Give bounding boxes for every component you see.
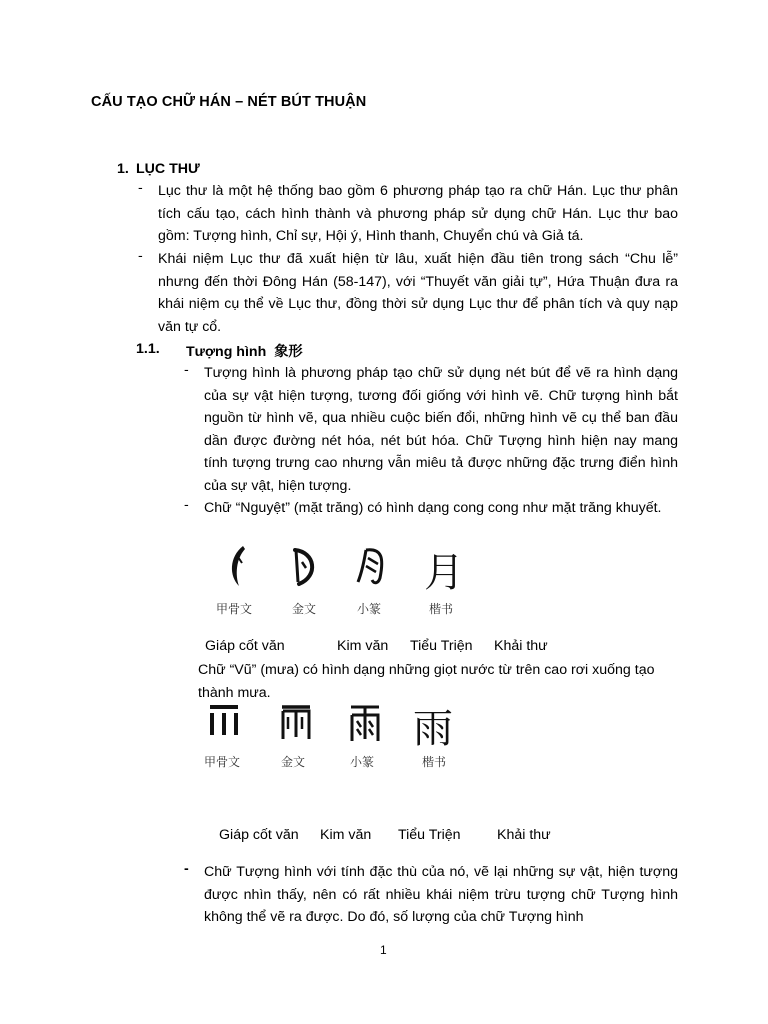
moon-seal-glyph xyxy=(356,544,390,588)
moon-bronze-glyph xyxy=(289,546,323,588)
figure-label: 甲骨文 xyxy=(204,755,241,769)
bullet-dash: - xyxy=(138,180,143,196)
figure-label: 小篆 xyxy=(350,755,375,769)
page-number: 1 xyxy=(380,943,387,957)
section-1-1-number: 1.1. xyxy=(136,341,160,357)
bullet-dash: - xyxy=(184,497,189,513)
bullet-dash: - xyxy=(184,362,189,378)
document-title: CẤU TẠO CHỮ HÁN – NÉT BÚT THUẬN xyxy=(91,94,367,110)
section-1-1-heading-text: Tượng hình xyxy=(186,344,267,360)
moon-caption: Kim văn xyxy=(337,638,389,654)
rain-caption: Kim văn xyxy=(320,827,372,843)
section-1-bullet-1: Lục thư là một hệ thống bao gồm 6 phương pháp tạo ra chữ Hán. Lục thư phân tích cấu tạo, cách hình thành và phương pháp sử dụng chữ Hán. Lục thư bao gồm: Tượng hình, Chỉ sự, Hội ý, Hình thanh, Chuyển chú và Giả tá. xyxy=(158,183,678,245)
rain-caption: Tiểu Triện xyxy=(398,827,461,843)
figure-label: 楷书 xyxy=(429,602,454,616)
moon-caption: Khải thư xyxy=(494,638,548,654)
figure-label: 甲骨文 xyxy=(216,602,253,616)
rain-regular-glyph: 雨 xyxy=(413,706,453,752)
section-1-heading: LỤC THƯ xyxy=(136,161,200,177)
moon-oracle-glyph xyxy=(225,543,255,589)
figure-label: 金文 xyxy=(281,755,306,769)
section-1-1-heading-cn: 象形 xyxy=(274,344,303,360)
section-1-1-heading xyxy=(186,341,303,361)
figure-label: 金文 xyxy=(292,602,317,616)
bullet-dash: - xyxy=(184,861,189,877)
section-1-1-bullet-3: Chữ Tượng hình với tính đặc thù của nó, vẽ lại những sự vật, hiện tượng được nhìn thấy, nên có rất nhiều khái niệm trừu tượng chữ Tượng hình không thể vẽ ra được. Do đó, số lượng của chữ Tượng hình xyxy=(204,864,678,926)
rain-bronze-glyph xyxy=(278,703,314,741)
section-1-1-bullet-2: Chữ “Nguyệt” (mặt trăng) có hình dạng cong cong như mặt trăng khuyết. xyxy=(204,500,662,516)
figure-label: 小篆 xyxy=(357,602,382,616)
figure-label: 楷书 xyxy=(422,755,447,769)
moon-caption: Giáp cốt văn xyxy=(205,638,285,654)
rain-caption: Khải thư xyxy=(497,827,551,843)
rain-intro: Chữ “Vũ” (mưa) có hình dạng những giọt nước từ trên cao rơi xuống tạo thành mưa. xyxy=(198,662,655,701)
moon-regular-glyph: 月 xyxy=(424,550,464,596)
section-1-bullet-2: Khái niệm Lục thư đã xuất hiện từ lâu, xuất hiện đầu tiên trong sách “Chu lễ” nhưng đến thời Đông Hán (58-147), với “Thuyết văn giải tự”, Hứa Thuận đưa ra khái niệm cụ thể về Lục thư, đồng thời sử dụng Lục thư để phân tích và quy nạp văn tự cổ. xyxy=(158,251,678,335)
section-1-1-bullet-1: Tượng hình là phương pháp tạo chữ sử dụng nét bút để vẽ ra hình dạng của sự vật hiện tượng, tương đối giống với hình vẽ. Chữ tượng hình bắt nguồn từ hình vẽ, qua nhiều cuộc biến đổi, những hình vẽ cụ thể ban đầu dần được đường nét hóa, nét bút hóa. Chữ Tượng hình hiện nay mang tính tượng trưng cao nhưng vẫn miêu tả được những đặc trưng điển hình của sự vật, hiện tượng. xyxy=(204,365,678,494)
moon-caption: Tiểu Triện xyxy=(410,638,473,654)
rain-seal-glyph xyxy=(347,703,383,743)
rain-oracle-glyph xyxy=(208,703,240,739)
rain-caption: Giáp cốt văn xyxy=(219,827,299,843)
bullet-dash: - xyxy=(138,248,143,264)
section-1-number: 1. xyxy=(117,161,129,177)
